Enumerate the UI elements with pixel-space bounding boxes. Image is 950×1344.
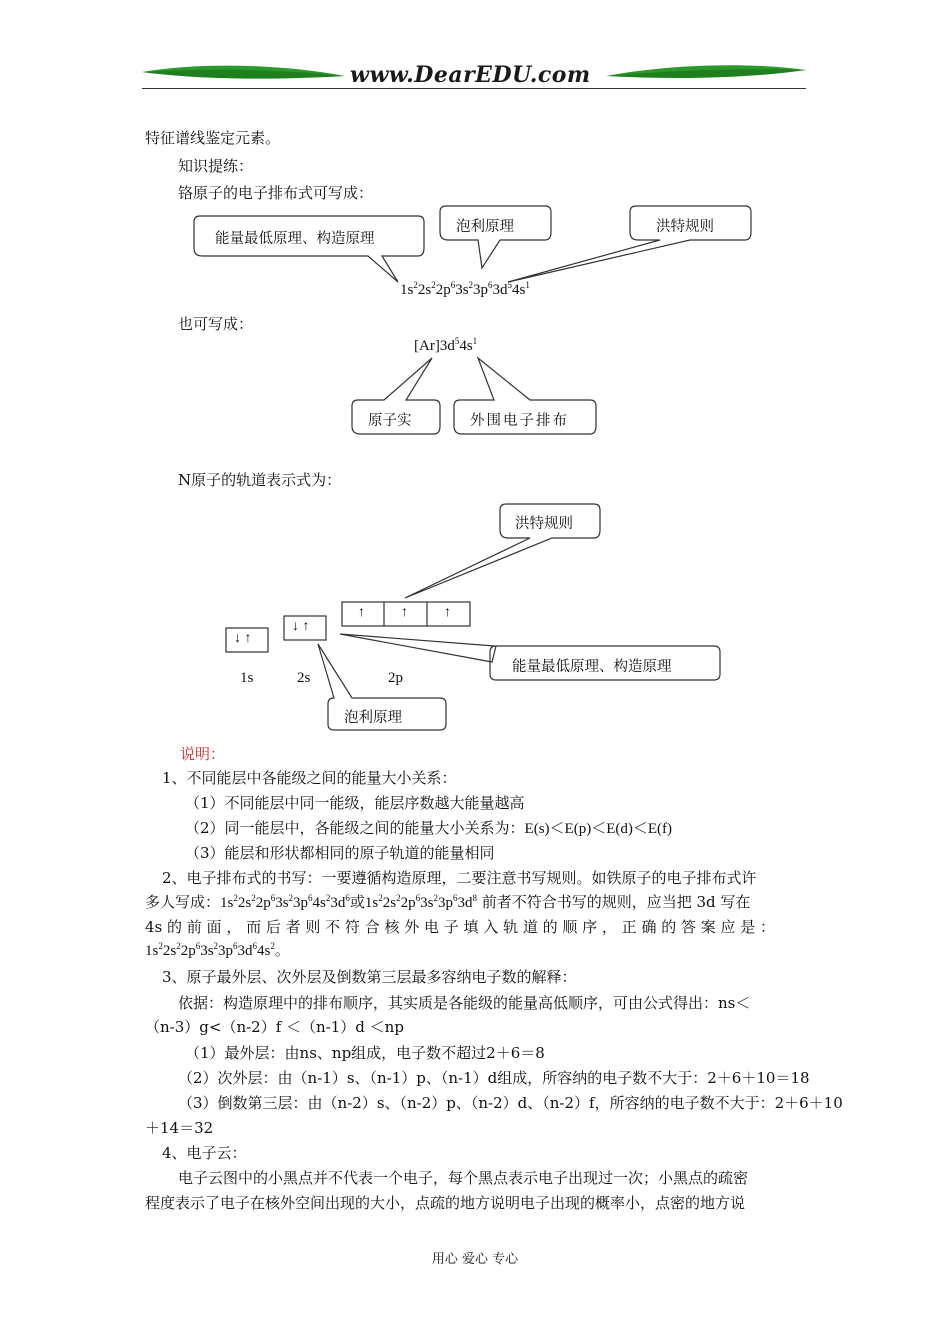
orbital-label-1s: 1s	[240, 670, 254, 686]
note-2-line-1: 2、电子排布式的书写：一要遵循构造原理，二要注意书写规则。如铁原子的电子排布式许	[162, 869, 757, 887]
text-line-3: 铬原子的电子排布式可写成：	[178, 184, 374, 202]
orbital-label-2p: 2p	[388, 670, 403, 686]
fe-wrong-config-2: $1s^22s^22p^63s^23p^63d^8$	[364, 893, 477, 911]
callout-aufbau-label: 能量最低原理、构造原理	[215, 231, 375, 247]
text-line-5: N原子的轨道表示式为：	[178, 471, 342, 489]
orbital-arrow-2p-3: ↑	[444, 605, 451, 620]
callout-outer-label: 外围电子排布	[470, 413, 569, 429]
note-3-line-1: 依据：构造原理中的排布顺序，其实质是各能级的能量高低顺序，可由公式得出：ns＜	[178, 994, 751, 1012]
note-4-line-1: 电子云图中的小黑点并不代表一个电子，每个黑点表示电子出现过一次；小黑点的疏密	[178, 1169, 749, 1187]
text-line-2: 知识提练：	[178, 157, 254, 175]
note-3b: （2）次外层：由（n-1）s、（n-1）p、（n-1）d组成，所容纳的电子数不大于：2＋6＋10＝18	[178, 1069, 810, 1087]
orbital-label-2s: 2s	[297, 670, 311, 686]
page-footer: 用心 爱心 专心	[431, 1252, 519, 1267]
note-2-line-2: 多人写成：$1s^22s^22p^63s^23p^64s^23d^6$或$1s^22s^22p^63s^23p^63d^8$ 前者不符合书写的规则，应当把 3d 写在	[145, 893, 751, 911]
fe-wrong-config-1: $1s^22s^22p^63s^23p^64s^23d^6$	[220, 893, 350, 911]
callout-pauli-label: 泡利原理	[456, 219, 514, 235]
note-3c-cont: ＋14＝32	[145, 1119, 214, 1137]
orbital-arrows-1s: ↓ ↑	[234, 631, 252, 646]
note-3a: （1）最外层：由ns、np组成，电子数不超过2＋6＝8	[185, 1044, 545, 1062]
note-1a: （1）不同能层中同一能级，能层序数越大能量越高	[185, 794, 525, 812]
n-callout-pauli-label: 泡利原理	[344, 710, 402, 726]
n-callout-hund-label: 洪特规则	[515, 516, 573, 532]
note-1c: （3）能层和形状都相同的原子轨道的能量相同	[185, 844, 495, 862]
text-line-4: 也可写成：	[178, 315, 254, 333]
note-3: 3、原子最外层、次外层及倒数第三层最多容纳电子数的解释：	[162, 968, 577, 986]
note-1: 1、不同能层中各能级之间的能量大小关系：	[162, 769, 457, 787]
note-3c: （3）倒数第三层：由（n-2）s、（n-2）p、（n-2）d、（n-2）f，所容纳的电子数不大于：2＋6＋10	[178, 1094, 843, 1112]
callout-aufbau-shape	[194, 216, 424, 282]
note-1b: （2）同一能层中，各能级之间的能量大小关系为：E(s)＜E(p)＜E(d)＜E(f)	[185, 819, 672, 837]
text-line-1: 特征谱线鉴定元素。	[145, 129, 281, 147]
note-4: 4、电子云：	[162, 1144, 247, 1162]
notes-title: 说明：	[180, 745, 226, 763]
note-3-line-2: （n-3）g<（n-2）f ＜（n-1）d ＜np	[145, 1018, 404, 1036]
n-callout-aufbau-label: 能量最低原理、构造原理	[512, 659, 672, 675]
note-4-line-2: 程度表示了电子在核外空间出现的大小，点疏的地方说明电子出现的概率小，点密的地方说	[145, 1194, 746, 1212]
fe-correct-config: $1s^22s^22p^63s^23p^63d^64s^2$。	[145, 941, 290, 959]
cr-short-configuration: $[Ar]3d^54s^1$	[414, 336, 478, 354]
orbital-arrow-2p-1: ↑	[358, 605, 365, 620]
orbital-arrows-2s: ↓ ↑	[292, 619, 310, 634]
note-2-line-3: 4s 的 前 面 ， 而 后 者 则 不 符 合 核 外 电 子 填 入 轨 道 的 顺 序 ， 正 确 的 答 案 应 是 ：	[145, 918, 776, 936]
callout-core-label: 原子实	[368, 413, 412, 429]
orbital-arrow-2p-2: ↑	[401, 605, 408, 620]
site-logo-text: www.DearEDU.com	[350, 62, 591, 88]
callout-hund-label: 洪特规则	[656, 219, 714, 235]
cr-full-configuration: $1s^22s^22p^63s^23p^63d^54s^1$	[400, 280, 530, 298]
